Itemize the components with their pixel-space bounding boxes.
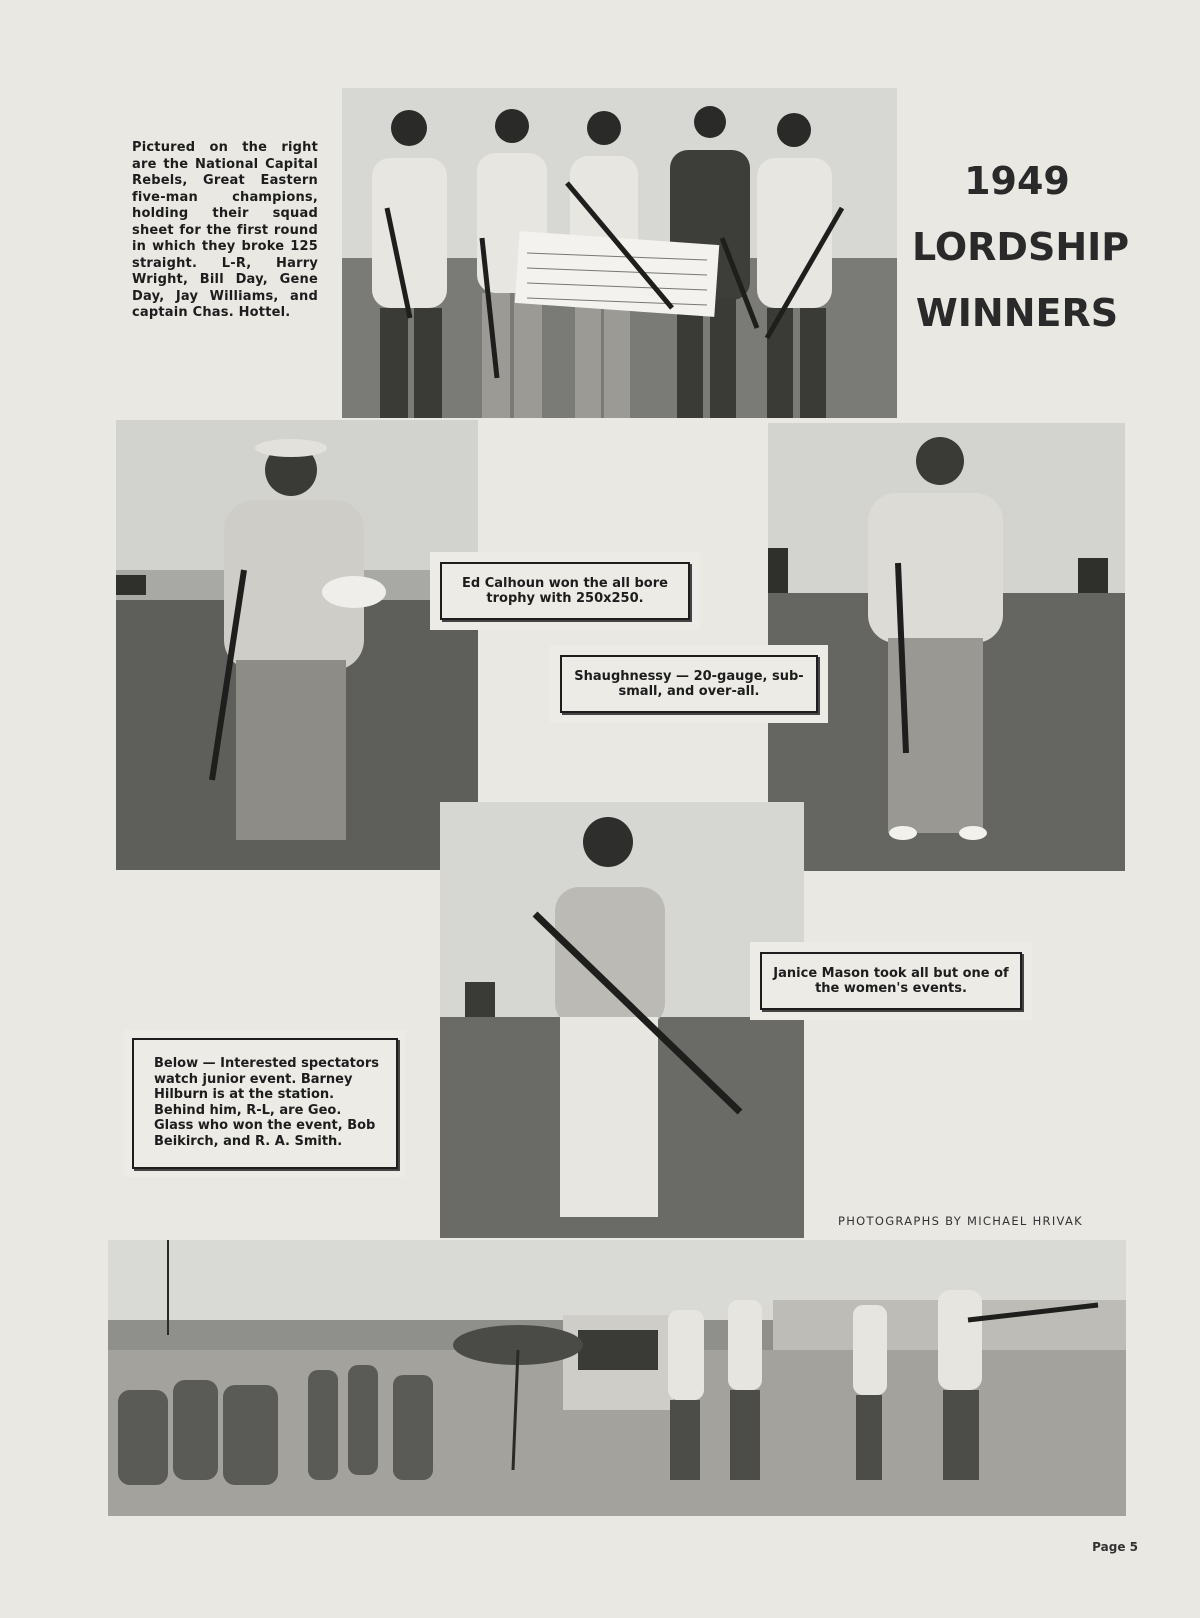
page-number: Page 5: [1092, 1540, 1138, 1554]
caption-mason: Janice Mason took all but one of the women's events.: [760, 952, 1022, 1010]
calhoun-photo-art: [116, 420, 478, 870]
title-year: 1949: [964, 159, 1070, 203]
photo-mason: [440, 802, 804, 1238]
photo-credit: PHOTOGRAPHS BY MICHAEL HRIVAK: [838, 1214, 1083, 1228]
page-title: [912, 148, 1130, 346]
title-lordship: LORDSHIP: [912, 225, 1130, 269]
caption-shaughnessy: Shaughnessy — 20-gauge, sub-small, and over-all.: [560, 655, 818, 713]
title-winners: WINNERS: [915, 291, 1119, 335]
photo-spectators: [108, 1240, 1126, 1516]
photo-team: [342, 88, 897, 418]
caption-below-box: [124, 1030, 406, 1177]
caption-mason-box: [750, 942, 1032, 1020]
photo-calhoun: [116, 420, 478, 870]
caption-below: Below — Interested spectators watch junior event. Barney Hilburn is at the station. Behind him, R-L, are Geo. Glass who won the event, Bob Beikirch, and R. A. Smith.: [132, 1038, 398, 1169]
caption-calhoun: Ed Calhoun won the all bore trophy with 250x250.: [440, 562, 690, 620]
team-photo-art: [342, 88, 897, 418]
caption-team: Pictured on the right are the National Capital Rebels, Great Eastern five-man champions, holding their squad sheet for the first round in which they broke 125 straight. L-R, Harry Wright, Bill Day, Gene Day, Jay Williams, and captain Chas. Hottel.: [132, 140, 318, 320]
spectators-photo-art: [108, 1240, 1126, 1516]
mason-photo-art: [440, 802, 804, 1238]
caption-shaughnessy-box: [550, 645, 828, 723]
caption-calhoun-box: [430, 552, 700, 630]
